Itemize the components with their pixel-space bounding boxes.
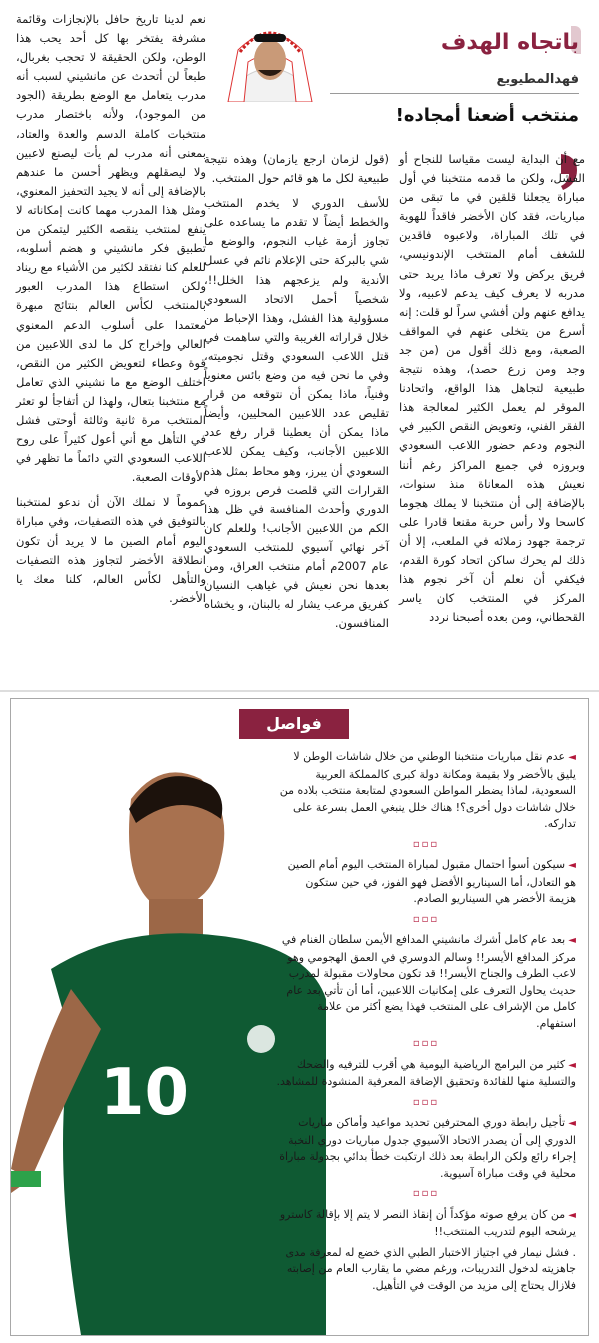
note-separator-icon: ▫▫▫ bbox=[412, 838, 440, 850]
list-item bbox=[276, 749, 576, 833]
note-separator-icon: ▫▫▫ bbox=[412, 1188, 440, 1199]
note-separator-icon: ▫▫▫ bbox=[412, 1038, 440, 1049]
note-text: ◄ تأجيل رابطة دوري المحترفين تحديد مواعيد وأماكن مباريات الدوري إلى أن يصدر الاتحاد الآسيوي جدول مباريات دوري النخبة إجراء رائع ولكن الرابطة بعد ذلك ارتكبت خطأ بدائي بجدولة مباراة محلية في وقت مباراة آسيوية. bbox=[279, 1116, 576, 1180]
paragraph: للأسف الدوري لا يخدم المنتخب والخطط أيضاً لا تقدم ما يساعده على تجاوز أزمة غياب النجوم، والوضع ما شي بالبركة حتى الإعلام نائم في عسل الأندية ولم يزعجهم هذا الخلل!!، شخصياً أحمل الاتحاد السعودي مسؤولية هذا الفشل، وهذا الإحباط من خلال قراراته الغريبة والتي ساهمت في قتل اللاعب السعودي وقتل نجوميته، وفي ما نحن فيه من وضع بائس معنوياً وفنياً، ماذا يمكن أن نتوقعه من قرار تقليص عدد اللاعبين المحليين، وأيضاً ماذا يمكن أن يعطينا قرار رفع عدد اللاعبين الأجانب، وكيف يمكن للاعب السعودي أن يبرز، وهو محاط بمثل هذه القرارات التي قلصت فرص بروزه في الدوري وأحدث المنافسة في ظل هذا الكم من اللاعبين الأجانب! وللعلم كان آخر نهائي آسيوي للمنتخب السعودي عام 2007م أمام منتخب العراق، ومن بعدها نحن نعيش في غياهب النسيان كفريق مرعب يشار له بالبنان، و يخشاه المنافسون. bbox=[204, 196, 389, 631]
author-name: فهدالمطيويع bbox=[496, 72, 579, 87]
note-text: ◄ سيكون أسوأ احتمال مقبول لمباراة المنتخب اليوم أمام الصين هو التعادل، أما السيناريو الأفضل فهو الفوز، في حين ستكون هزيمة الأخضر هي السيناريو الصادم. bbox=[288, 858, 576, 905]
paragraph: عموماً لا نملك الآن أن ندعو لمنتخبنا بالتوفيق في هذه التصفيات، وفي مباراة اليوم أمام الصين ما لا يريد أن تكون انطلاقة الأخضر لتجاوز هذه التصفيات والتأهل لكأس العالم، كلنا معك يا الأخضر. bbox=[16, 495, 206, 605]
section-title: فواصل bbox=[239, 709, 349, 739]
note-text: ◄ من كان يرفع صوته مؤكداً أن إنقاذ النصر لا يتم إلا بإقالة كاسترو يرشحه اليوم لتدريب المنتخب!! bbox=[280, 1208, 576, 1239]
note-separator-icon: ▫▫▫ bbox=[412, 913, 440, 925]
list-item bbox=[276, 857, 576, 908]
list-item bbox=[276, 1115, 576, 1182]
list-item bbox=[276, 1245, 576, 1295]
note-text: ◄ كثير من البرامج الرياضية اليومية هي أقرب للترفيه والضحك والتسلية منها للفائدة وتحقيق الإضافة المعرفية المنشودة للمشاهد. bbox=[277, 1058, 577, 1089]
list-item bbox=[276, 1207, 576, 1241]
svg-text:10: 10 bbox=[99, 1056, 189, 1130]
note-text: ◄ بعد عام كامل أشرك مانشيني المدافع الأيمن سلطان الغنام في مركز المدافع الأيسر!! وسالم الدوسري في العمق الهجومي وهو لاعب الطرف والجناح الأيسر!! قد تكون محاولات مقبولة لمدرب حديث يحاول التعرف على إمكانيات اللاعبين، أما أن تأتي بعد عام كامل من الإشراف على المنتخب فهذا يضع أكثر من علامة استفهام. bbox=[282, 933, 576, 1030]
notes-section bbox=[10, 698, 589, 1336]
author-portrait bbox=[210, 10, 330, 102]
article-column-middle bbox=[204, 150, 389, 639]
note-text: ◄ عدم نقل مباريات منتخبنا الوطني من خلال شاشات الوطن لا يليق بالأخضر ولا بقيمة ومكانة دولة كبرى كالمملكة العربية السعودية، لماذا يضطر المواطن السعودي لمتابعة منتخب بلاده من خلال شاشات دول أخرى؟! هناك خلل ينبغي العمل بسرعة على تداركه. bbox=[280, 750, 576, 830]
paragraph: مع أن البداية ليست مقياسا للنجاح أو الفشل، ولكن ما قدمه منتخبنا في أول مباراة يجعلنا قلقين في ما تبقى من مباريات، فقد كان الأخضر فاقداً للهوية في تلك المباراة، ولاعبوه فاقدين للشغف أمام المنتخب الإندونيسي، فريق يركض ولا تعرف ماذا يريد حتى مدربه لا يعرف كيف يدعم لاعبيه، ولا يدافع عنهم ولن أفشي سراً لو قلت: إنه أسرع من يتخلى عنهم في المواقف الصعبة، ومع ذلك أقول من (من جد وجد ومن زرع حصد)، وهذه نتيجة طبيعية لتجاهل هذا الواقع، واتحادنا الموقر لم يعمل الكثير لمعالجة هذا الفقر الفني، وتعويض النقص الكبير في النجوم ودعم حضور اللاعب السعودي وبروزه في جميع المراكز رغم أننا نعيش هذه المعاناة منذ سنوات، بالإضافة إلى أن منتخبنا لا يملك هجوما كاسحا ولا رأس حربة مقنعا قادرا على ترجمة جهود زملائه في الملعب، إلا أن ذلك لم يحرك ساكن اتحاد كورة القدم، فيكفي أن نعلم أن آخر نجوم هذا المركز في المنتخب كان ياسر القحطاني، ومن بعده أصبحنا نردد bbox=[399, 152, 585, 625]
paragraph: (قول لزمان ارجع يازمان) وهذه نتيجة طبيعية لكل ما هو قائم حول المنتخب. bbox=[204, 152, 389, 186]
article-headline: منتخب أضعنا أمجاده! bbox=[395, 105, 579, 126]
column-brand bbox=[433, 26, 579, 60]
list-item bbox=[276, 932, 576, 1032]
paragraph: نعم لدينا تاريخ حافل بالإنجازات وقائمة مشرفة يفتخر بها كل أحد يحب هذا الوطن، ولكن الحقيقة لا تحجب بغربال، طبعاً لن أتحدث عن مانشيني لسبب أنه مدرب يتعامل مع الوضع بطريقة (الجود من الموجود)، ولأنه باختصار مدرب منتخبات كاملة الدسم والعدة والعتاد، بمعنى أنه مدرب لم يأت ليصنع لاعبين ولا ليصقلهم ويظهر أحسن ما عندهم بالإضافة إلى أنه لا يجيد التحفيز المعنوي، ومثل هذا المدرب مهما كانت إمكاناته لا ينفع لمنتخب ينقصه الكثير ليتمكن من تطبيق فكر مانشيني و هضم أسلوبه، للعلم كنا نفتقد لكثير من الأشياء مع ريناد ولكن استطاع هذا المدرب العبور بالمنتخب لكأس العالم بنتائج مبهرة معتمدا على أسلوب الدعم المعنوي العالي وإخراج كل ما لدى اللاعبين من قوة وعطاء لتعويض الكثير من النقص، اختلف الوضع مع ما نشيني الذي تعامل مع منتخبنا بتعال، ولهذا لن أتفاجأ لو تعثر المنتخب مرة ثانية وثالثة أوحتى فشل في التأهل مع أني أعول كثيراً على روح اللاعب السعودي التي دائماً ما تظهر في الأوقات الصعبة. bbox=[16, 12, 206, 485]
column-title: باتجاه الهدف bbox=[440, 30, 579, 55]
list-item bbox=[276, 1057, 576, 1091]
note-separator-icon: ▫▫▫ bbox=[412, 1096, 440, 1108]
article-column-left bbox=[16, 10, 206, 614]
note-text: . فشل نيمار في اجتياز الاختبار الطبي الذي خضع له لمعرفة مدى جاهزيته لدخول التدريبات، ورغم مضي ما يقارب العام من إصابته فلازال يحتاج إلى مزيد من الوقت في التأهيل. bbox=[285, 1245, 576, 1292]
section-divider bbox=[0, 690, 599, 692]
notes-list bbox=[276, 749, 576, 1298]
article-column-right bbox=[399, 150, 585, 633]
